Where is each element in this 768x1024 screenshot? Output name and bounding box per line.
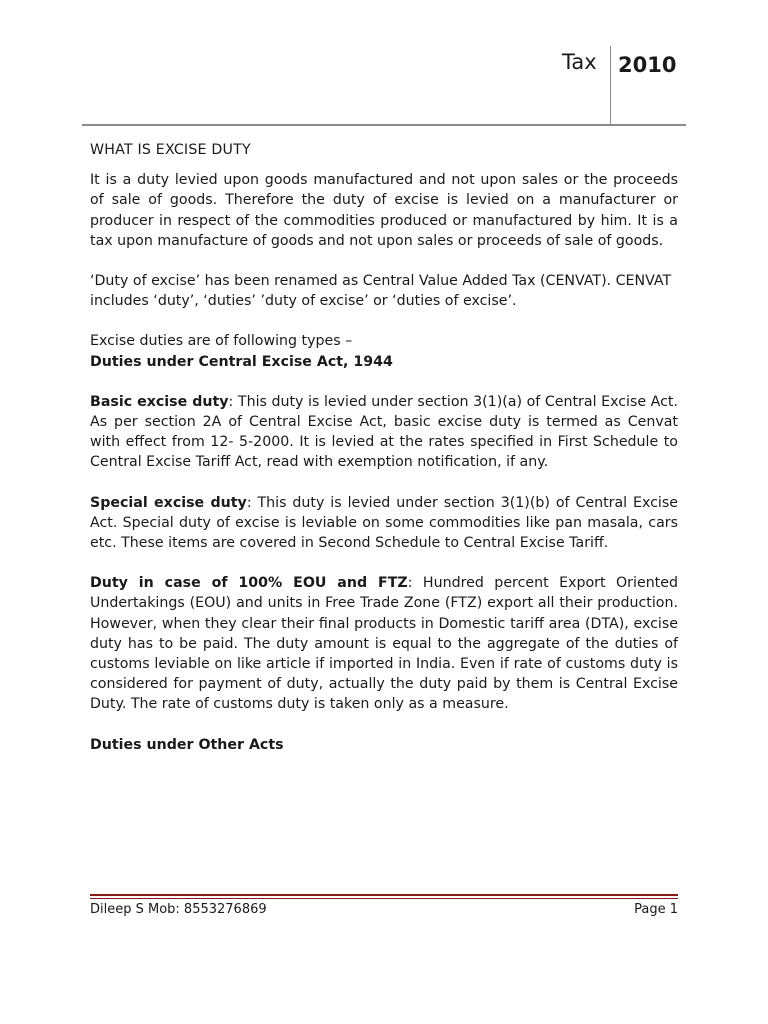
footer-rule-thin [90,898,678,899]
header-divider-horizontal [82,124,686,126]
text-basic-excise: : This duty is levied under section 3(1)(a) of Central Excise Act. As per section 2A of Central Excise Act, basic excise duty is termed as Cenvat with effect from 12- 5-2000. It is levied at the rates specified in First Schedule to Central Excise Tariff Act, read with exemption notification, if any. [90,393,678,471]
text-special-excise: : This duty is levied under section 3(1)(b) of Central Excise Act. Special duty of excise is leviable on some commodities like pan masala, cars etc. These items are covered in Second Schedule to Central Excise Tariff. [90,494,678,552]
header-tax-label: Tax [562,50,597,74]
footer-rule-thick [90,894,678,896]
term-special-excise: Special excise duty [90,494,247,511]
term-basic-excise: Basic excise duty [90,393,229,410]
paragraph-cenvat-line2: includes ‘duty’, ‘duties’ ’duty of excise’ or ‘duties of excise’. [90,293,517,310]
term-eou-ftz: Duty in case of 100% EOU and FTZ [90,575,408,592]
types-intro: Excise duties are of following types – [90,333,353,350]
page-title: WHAT IS EXCISE DUTY [90,142,251,158]
section-heading-other-acts: Duties under Other Acts [90,736,284,753]
footer-page-number: Page 1 [634,902,678,917]
section-heading-central-excise: Duties under Central Excise Act, 1944 [90,353,393,370]
paragraph-basic-excise [90,392,678,473]
paragraph-cenvat-line1: ‘Duty of excise’ has been renamed as Central Value Added Tax (CENVAT). CENVAT [90,273,672,290]
header-divider-vertical [610,46,611,124]
footer-author: Dileep S Mob: 8553276869 [90,902,267,917]
footer [90,902,678,917]
paragraph-special-excise [90,493,678,554]
text-eou-ftz: : Hundred percent Export Oriented Undertakings (EOU) and units in Free Trade Zone (FTZ) export all their production. However, when they clear their final products in Domestic tariff area (DTA), excise duty has to be paid. The duty amount is equal to the aggregate of the duties of customs leviable on like article if imported in India. Even if rate of customs duty is considered for payment of duty, actually the duty paid by them is Central Excise Duty. The rate of customs duty is taken only as a measure. [90,575,678,713]
header-year: 2010 [618,53,677,77]
document-body [90,140,678,775]
paragraph-eou-ftz [90,573,678,714]
paragraph-definition: It is a duty levied upon goods manufactured and not upon sales or the proceeds of sale of goods. Therefore the duty of excise is levied on a manufacturer or producer in respect of the commodities produced or manufactured by him. It is a tax upon manufacture of goods and not upon sales or proceeds of sale of goods. [90,172,678,249]
